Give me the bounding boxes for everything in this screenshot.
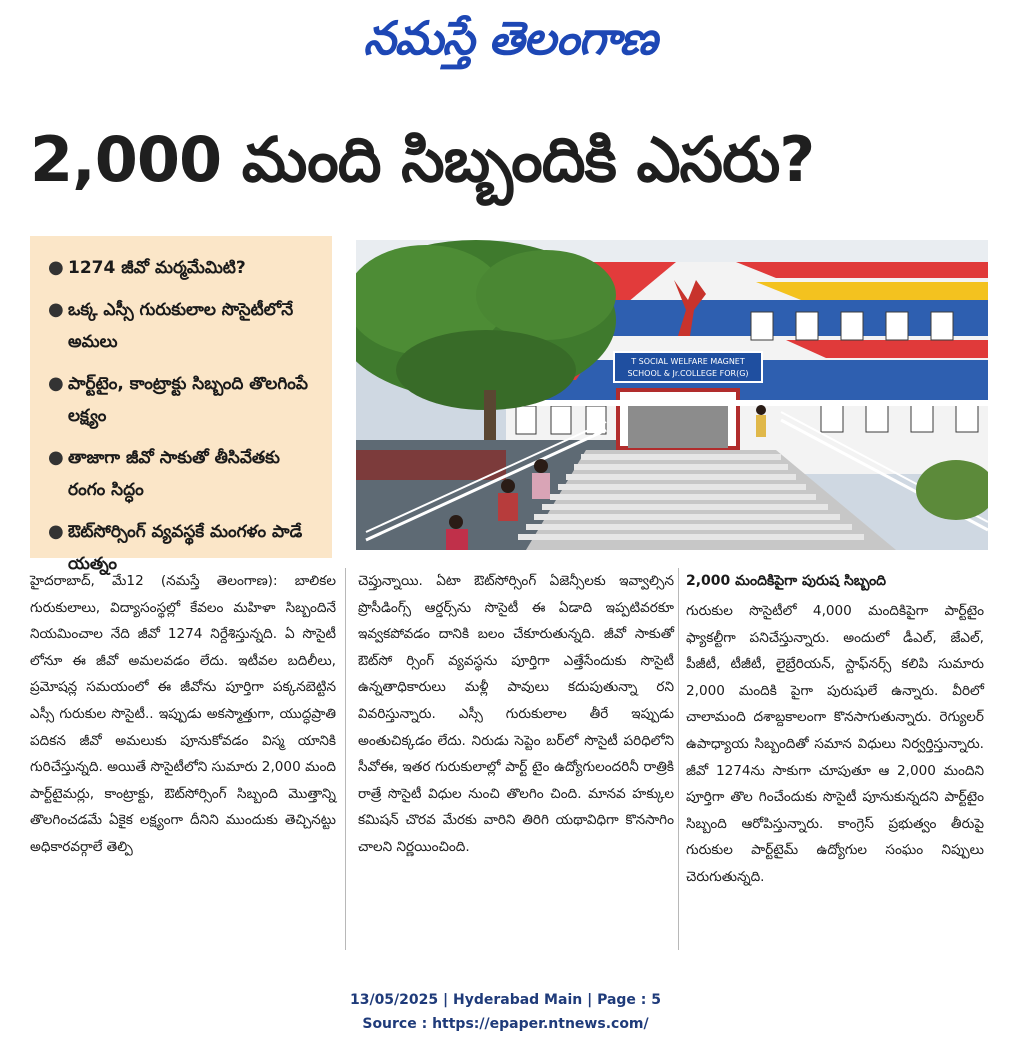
highlight-text: పార్ట్‌టైం, కాంట్రాక్టు సిబ్బంది తొలగింపే లక్ష్యం <box>68 374 308 426</box>
newspaper-masthead: నమస్తే తెలంగాణ <box>363 11 657 65</box>
article-column-2: చెప్తున్నాయి. ఏటా ఔట్‌సోర్సింగ్ ఏజెన్సీలకు ఇవ్వాల్సిన ప్రొసీడింగ్స్ ఆర్డర్స్‌ను సొసైటీ ఈ ఏడాది ఇప్పటివరకూ ఇవ్వకపోవడం దానికి బలం చేకూరుతున్నది. జీవో సాకుతో ఔట్‌సో ర్సింగ్ వ్యవస్థను పూర్తిగా ఎత్తేసేందుకు సొసైటీ ఉన్నతాధికారులు మళ్లీ పావులు కదుపుతున్నా రని వివరిస్తున్నారు. ఎస్సీ గురుకులాల తీరే ఇప్పుడు అంతుచిక్కడం లేదు. నిరుడు సెప్టెం బర్‌లో సొసైటీ పరిధిలోని సీవోఈ, ఇతర గురుకులాల్లో పార్ట్ టైం ఉద్యోగులందరినీ రాత్రికి రాత్రే సొసైటీ విధుల నుంచి తొలగిం చింది. మానవ హక్కుల కమిషన్ చొరవ మేరకు వారిని తిరిగి యథావిధిగా కొనసాగిం చాలని నిర్ణయించింది. <box>358 573 674 855</box>
highlight-item <box>48 368 322 432</box>
highlight-text: 1274 జీవో మర్మమేమిటి? <box>68 258 246 278</box>
footer-source: Source : https://epaper.ntnews.com/ <box>362 1016 649 1032</box>
bullet-icon: ● <box>48 373 64 394</box>
sign-line-1: T SOCIAL WELFARE MAGNET <box>631 357 745 366</box>
highlight-item <box>48 294 322 358</box>
highlight-text: తాజాగా జీవో సాకుతో తీసివేతకు రంగం సిద్ధం <box>68 448 280 500</box>
article-column-1: హైదరాబాద్, మే12 (నమస్తే తెలంగాణ): బాలికల గురుకులాలు, విద్యాసంస్థల్లో కేవలం మహిళా సిబ్బందినే నియమించాల నేది జీవో 1274 నిర్దేశిస్తున్నది. ఏ సొసైటీ లోనూ ఈ జీవో అమలవడం లేదు. ఇటీవల బదిలీలు, ప్రమోషన్ల సమయంలో ఈ జీవోను పూర్తిగా పక్కనబెట్టిన ఎస్సీ గురుకుల సొసైటీ.. ఇప్పుడు అకస్మాత్తుగా, యుద్ధప్రాతి పదికన జీవో అమలుకు పూనుకోవడం విస్మ యానికి గురిచేస్తున్నది. అయితే సొసైటీలోని సుమారు 2,000 మంది పార్ట్‌టైమర్లు, కాంట్రాక్టు, ఔట్‌సోర్సింగ్ సిబ్బంది మొత్తాన్ని తొలగించడమే ఏకైక లక్ష్యంగా దీనిని ముందుకు తెచ్చినట్టు అధికారవర్గాలే తెల్పి <box>30 573 336 855</box>
bullet-icon: ● <box>48 299 64 320</box>
footer-date-edition: 13/05/2025 | Hyderabad Main | Page : 5 <box>349 992 662 1008</box>
school-building-photo <box>356 240 988 550</box>
sign-line-2: SCHOOL & Jr.COLLEGE FOR(G) <box>627 369 749 378</box>
bullet-icon: ● <box>48 521 64 542</box>
column-divider <box>678 568 679 950</box>
column-3-body: గురుకుల సొసైటీలో 4,000 మందికిపైగా పార్ట్‌టైం ఫ్యాకల్టీగా పనిచేస్తున్నారు. అందులో డీఎల్, జేఎల్, పీజీటీ, టీజీటీ, లైబ్రేరియన్, స్టాఫ్‌నర్స్ కలిపి సుమారు 2,000 మందికి పైగా పురుషులే ఉన్నారు. వీరిలో చాలామంది దశాబ్దకాలంగా కొనసాగుతున్నారు. రెగ్యులర్ ఉపాధ్యాయ సిబ్బందితో సమాన విధులు నిర్వర్తిస్తున్నారు. జీవో 1274ను సాకుగా చూపుతూ ఆ 2,000 మందిని పూర్తిగా తొల గించేందుకు సొసైటీ పూనుకున్నదని పార్ట్‌టైం సిబ్బంది ఆరోపిస్తున్నారు. కాంగ్రెస్ ప్రభుత్వం తీరుపై గురుకుల పార్ట్‌టైమ్ ఉద్యోగుల సంఘం నిప్పులు చెరుగుతున్నది. <box>686 603 984 885</box>
highlight-item <box>48 252 322 284</box>
highlight-text: ఔట్‌సోర్సింగ్ వ్యవస్థకే మంగళం పాడే యత్నం <box>68 522 303 574</box>
column-divider <box>345 568 346 950</box>
column-subheading: 2,000 మందికిపైగా పురుష సిబ్బంది <box>686 573 887 589</box>
bullet-icon: ● <box>48 257 64 278</box>
bullet-icon: ● <box>48 447 64 468</box>
highlight-text: ఒక్క ఎస్సీ గురుకులాల సొసైటీలోనే అమలు <box>68 300 294 352</box>
highlight-item <box>48 442 322 506</box>
article-column-3 <box>686 568 984 891</box>
article-headline: 2,000 మంది సిబ్బందికి ఎసరు? <box>30 123 815 196</box>
page-footer <box>0 988 1011 1036</box>
highlights-box <box>30 236 332 574</box>
